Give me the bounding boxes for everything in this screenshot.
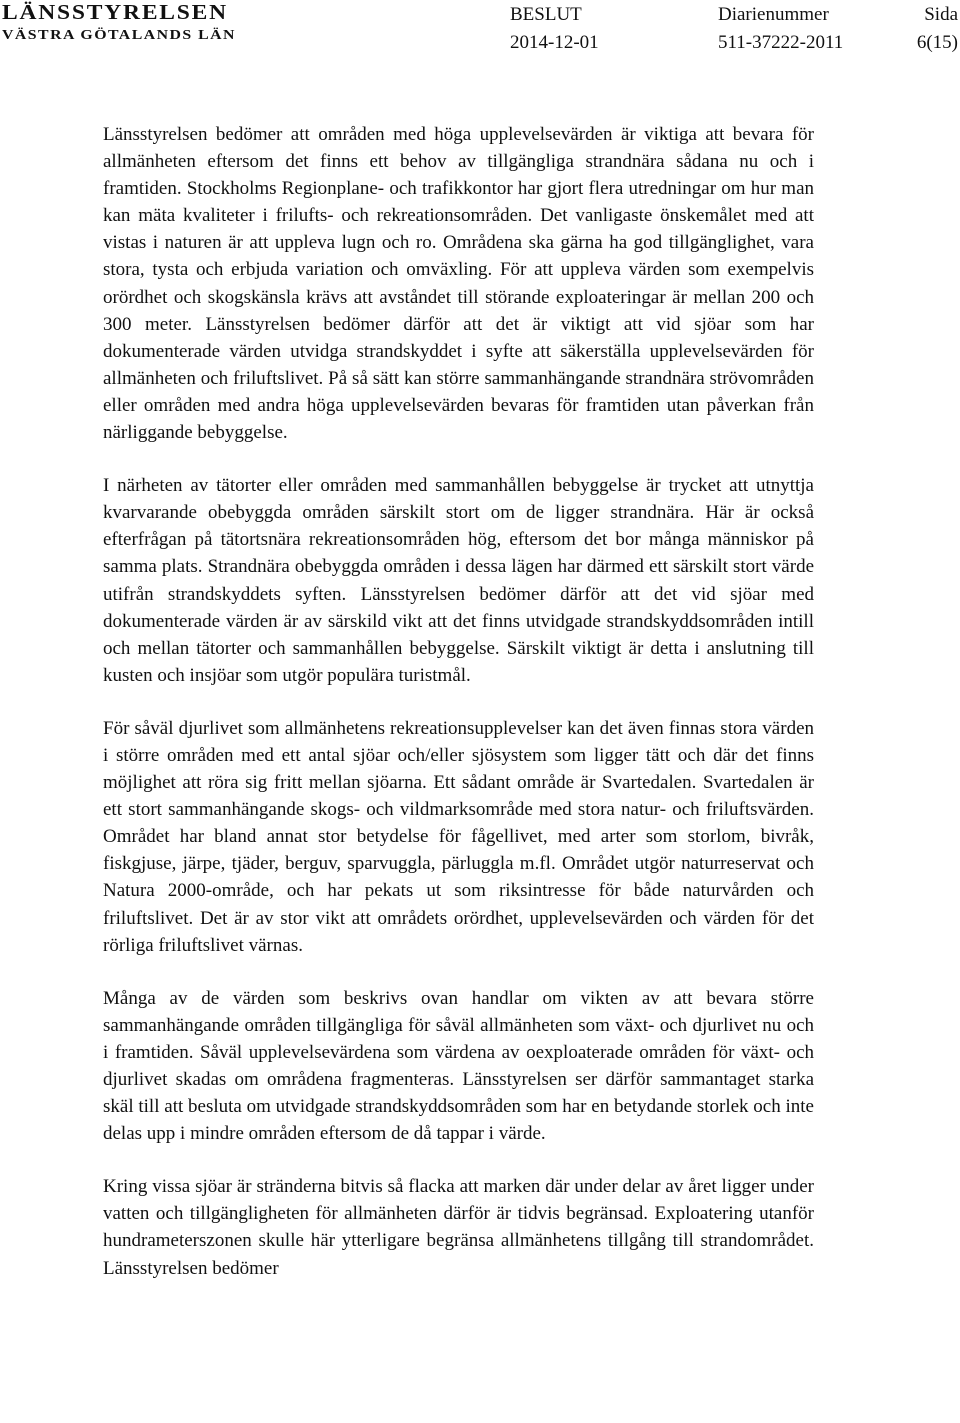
- diarienummer-value: 511-37222-2011: [718, 32, 844, 53]
- doc-type-label: BESLUT: [510, 4, 582, 25]
- paragraph-2: I närheten av tätorter eller områden med sammanhållen bebyggelse är trycket att utnyttja kvarvarande obebyggda områden särskilt stort om de ligger strandnära. Här är också efterfrågan på tätortsnära rekreationsområden hög, eftersom det bor många människor på samma plats. Strandnära obebyggda områden i dessa lägen har därmed ett särskilt stort värde utifrån strandskyddets syften. Länsstyrelsen bedömer därför att det vid sjöar med dokumenterade värden är av särskild vikt att det finns utvidgade strandskyddsområden intill och mellan tätorter och sammanhållen bebyggelse. Särskilt viktigt är detta i anslutning till kusten och insjöar som utgör populära turistmål.: [103, 475, 814, 686]
- header-page-block: [917, 1, 958, 57]
- header-diarienummer-block: [718, 1, 843, 57]
- document-body: [103, 121, 814, 1282]
- page-number: 6(15): [916, 32, 958, 53]
- doc-date: 2014-12-01: [510, 32, 599, 53]
- logo-org-name: LÄNSSTYRELSEN: [2, 0, 228, 24]
- paragraph-5: Kring vissa sjöar är stränderna bitvis så flacka att marken där under delar av året ligger under vatten och tillgängligheten för allmänheten därför är tidvis begränsad. Exploatering utanför hundrameterszonen skulle här ytterligare begränsa allmänhetens tillgång till strandområdet. Länsstyrelsen bedömer: [103, 1176, 814, 1279]
- paragraph-4: Många av de värden som beskrivs ovan handlar om vikten av att bevara större sammanhängande områden tillgängliga för såväl allmänheten som växt- och djurlivet nu och i framtiden. Såväl upplevelsevärdena som värdena av oexploaterade områden för växt- och djurlivet skadas om områdena fragmenteras. Länsstyrelsen ser därför sammantaget starka skäl till att besluta om utvidgade strandskyddsområden som har en betydande storlek och inte delas upp i mindre områden eftersom de då tappar i värde.: [103, 987, 814, 1145]
- diarienummer-label: Diarienummer: [718, 4, 829, 25]
- paragraph-1: Länsstyrelsen bedömer att områden med höga upplevelsevärden är viktiga att bevara för allmänheten eftersom det finns ett behov av tillgängliga strandnära sådana nu och i framtiden. Stockholms Regionplane- och trafikkontor har gjort flera utredningar om hur man kan mäta kvaliteter i frilufts- och rekreationsområden. Det vanligaste önskemålet med att vistas i naturen är att uppleva lugn och ro. Områdena ska gärna ha god tillgänglighet, vara stora, tysta och erbjuda variation och omväxling. För att uppleva värden som exempelvis orördhet och skogskänsla krävs att avståndet till störande exploateringar är mellan 200 och 300 meter. Länsstyrelsen bedömer därför att det är viktigt att vid sjöar som har dokumenterade värden utvidga strandskyddet i syfte att säkerställa upplevelsevärden för allmänheten och friluftslivet. På så sätt kan större sammanhängande strandnära strövområden eller områden med andra höga upplevelsevärden bevaras för framtiden utan påverkan från närliggande bebyggelse.: [103, 124, 814, 444]
- agency-logo: [2, 0, 236, 43]
- header-doc-type-block: [510, 1, 599, 57]
- paragraph-3: För såväl djurlivet som allmänhetens rekreationsupplevelser kan det även finnas stora värden i större områden med ett antal sjöar och/eller sjösystem som ligger tätt och där det finns möjlighet att röra sig fritt mellan sjöarna. Ett sådant område är Svartedalen. Svartedalen är ett stort sammanhängande skogs- och vildmarksområde med stora natur- och friluftsvärden. Området har bland annat stor betydelse för fågellivet, med arter som storlom, bivråk, fiskgjuse, järpe, tjäder, berguv, sparvuggla, pärluggla m.fl. Området utgör naturreservat och Natura 2000-område, och har pekats ut som riksintresse för både naturvården och friluftslivet. Det är av stor vikt att områdets orördhet, upplevelsevärden och värden för det rörliga friluftslivet värnas.: [103, 717, 814, 956]
- logo-org-region: VÄSTRA GÖTALANDS LÄN: [2, 28, 236, 43]
- page-label: Sida: [924, 4, 958, 25]
